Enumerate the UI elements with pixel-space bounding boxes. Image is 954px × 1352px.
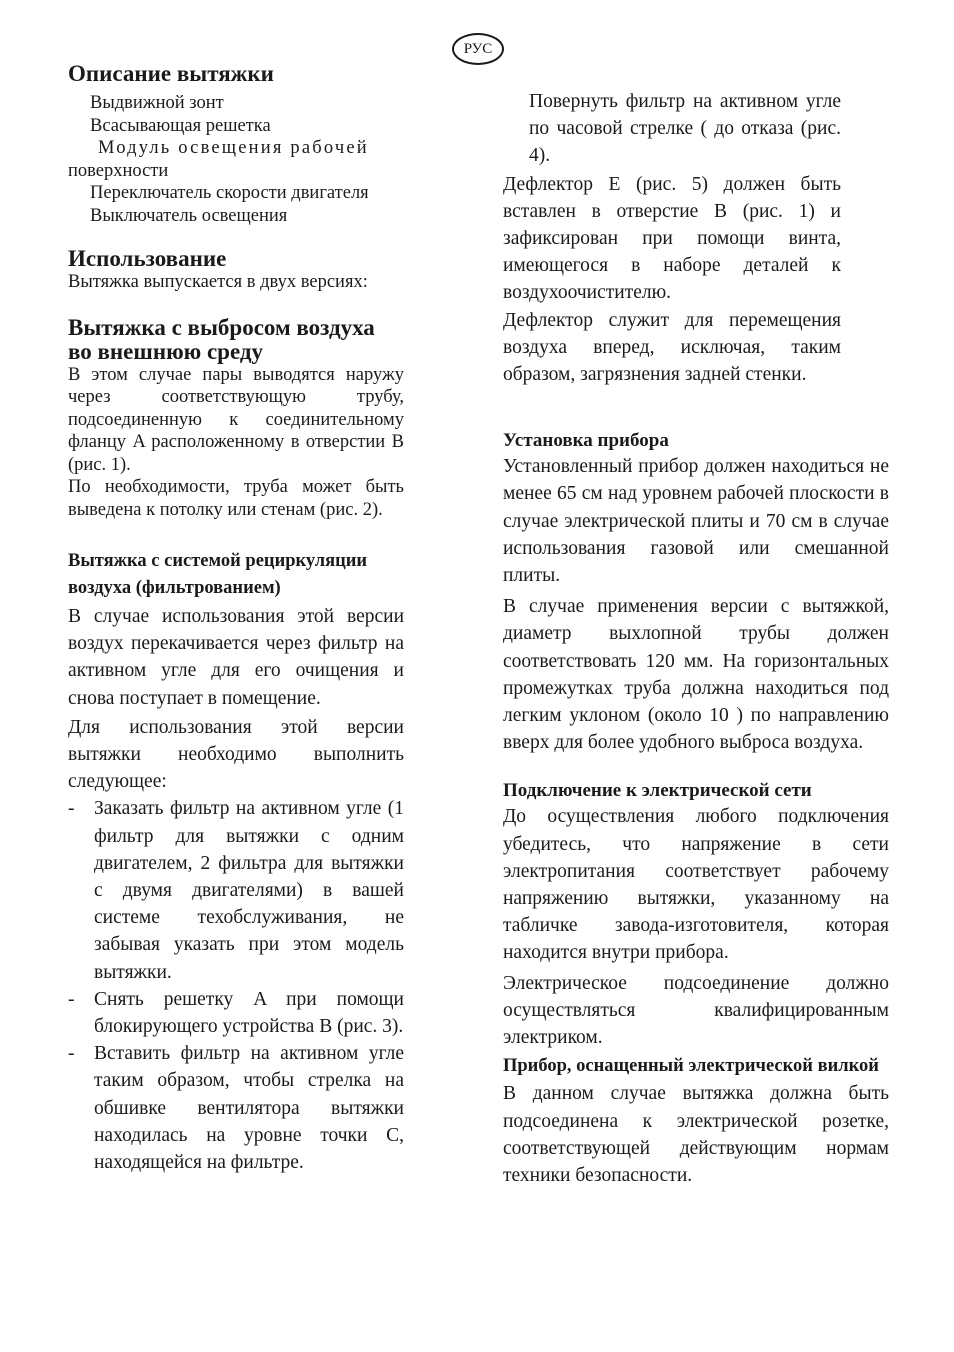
parts-list-item: Выдвижной зонт (90, 93, 224, 113)
bullet-dash: - (68, 988, 75, 1010)
section-title-exhaust (68, 316, 404, 364)
left-column (68, 62, 404, 1176)
parts-list-item: Переключатель скорости двигателя (90, 183, 369, 203)
exhaust-paragraph-1: В этом случае пары выводятся наружу через соответствующую трубу, подсоединенную к соединительному фланцу A расположенному в отверстии B (рис. 1). (68, 364, 404, 475)
section-title-hood-description: Описание вытяжки (68, 61, 274, 86)
instruction-item (68, 986, 404, 1040)
instruction-item-text: Снять решетку A при помощи блокирующего устройства B (рис. 3). (94, 988, 404, 1038)
instruction-item-text: Вставить фильтр на активном угле таким образом, чтобы стрелка на обшивке вентилятора вытяжки находилась на уровне точки C, находящейся на фильтре. (94, 1043, 404, 1174)
section-title-usage: Использование (68, 246, 227, 271)
section-title-recirculation-line1: Вытяжка с системой рециркуляции (68, 551, 368, 571)
continued-instruction-text: Повернуть фильтр на активном угле по часовой стрелке ( до отказа (рис. 4). (529, 91, 841, 167)
recirculation-paragraph-2: Для использования этой версии вытяжки необходимо выполнить следующее: (68, 716, 404, 793)
installation-paragraph-2: В случае применения версии с вытяжкой, диаметр выхлопной трубы должен соответствовать 120 мм. На горизонтальных промежутках труба должна находиться под легким уклоном (около 10 ) по направлению вверх для более удобного выброса воздуха. (503, 596, 889, 754)
plug-paragraph: В данном случае вытяжка должна быть подсоединена к электрической розетке, соответствующей действующим нормам техники безопасности. (503, 1083, 889, 1186)
section-title-plug: Прибор, оснащенный электрической вилкой (503, 1056, 879, 1077)
electrical-paragraph-1: До осуществления любого подключения убедитесь, что напряжение в сети электропитания соответствует рабочему напряжению вытяжки, указанному на табличке завода-изготовителя, которая находится внутри прибора. (503, 806, 889, 964)
language-badge: РУС (452, 33, 504, 65)
instruction-item (68, 1040, 404, 1176)
recirculation-paragraph-1: В случае использования этой версии воздух перекачивается через фильтр на активном угле для его очищения и снова поступает в помещение. (68, 606, 404, 709)
instruction-item (68, 795, 404, 985)
parts-list (68, 92, 404, 227)
bullet-dash: - (68, 1043, 75, 1065)
parts-list-item: поверхности (68, 160, 169, 181)
parts-list-item: Модуль освещения рабочей (98, 138, 369, 158)
parts-list-item: Выключатель освещения (90, 205, 288, 226)
electrical-paragraph-2: Электрическое подсоединение должно осуществляться квалифицированным электриком. (503, 972, 889, 1049)
parts-list-item: Всасывающая решетка (90, 115, 271, 136)
right-column (503, 88, 889, 1189)
section-title-exhaust-line2: во внешнюю среду (68, 338, 264, 364)
deflector-paragraph-1: Дефлектор E (рис. 5) должен быть вставлен в отверстие B (рис. 1) и зафиксирован при помощи винта, имеющегося в наборе деталей к воздухоочистителю. (503, 173, 841, 304)
installation-paragraph-1: Установленный прибор должен находиться не менее 65 см над уровнем рабочей плоскости в случае электрической плиты и 70 см в случае использования газовой или смешанной плиты. (503, 456, 889, 587)
usage-text: Вытяжка выпускается в двух версиях: (68, 272, 368, 292)
exhaust-paragraph-2: По необходимости, труба может быть выведена к потолку или стенам (рис. 2). (68, 477, 404, 520)
bullet-dash: - (68, 798, 75, 820)
section-title-exhaust-line1: Вытяжка с выбросом воздуха (68, 314, 375, 340)
section-title-installation: Установка прибора (503, 430, 669, 452)
section-title-electrical-connection: Подключение к электрической сети (503, 780, 812, 802)
section-title-recirculation (68, 549, 404, 600)
instruction-item-text: Заказать фильтр на активном угле (1 фильтр для вытяжки с одним двигателем, 2 фильтра для вытяжки с двумя двигателями) в вашей системе техобслуживания, не забывая указать при этом модель вытяжки. (94, 798, 404, 983)
deflector-paragraph-2: Дефлектор служит для перемещения воздуха вперед, исключая, таким образом, загрязнения задней стенки. (503, 309, 841, 386)
section-title-recirculation-line2: воздуха (фильтрованием) (68, 578, 281, 598)
